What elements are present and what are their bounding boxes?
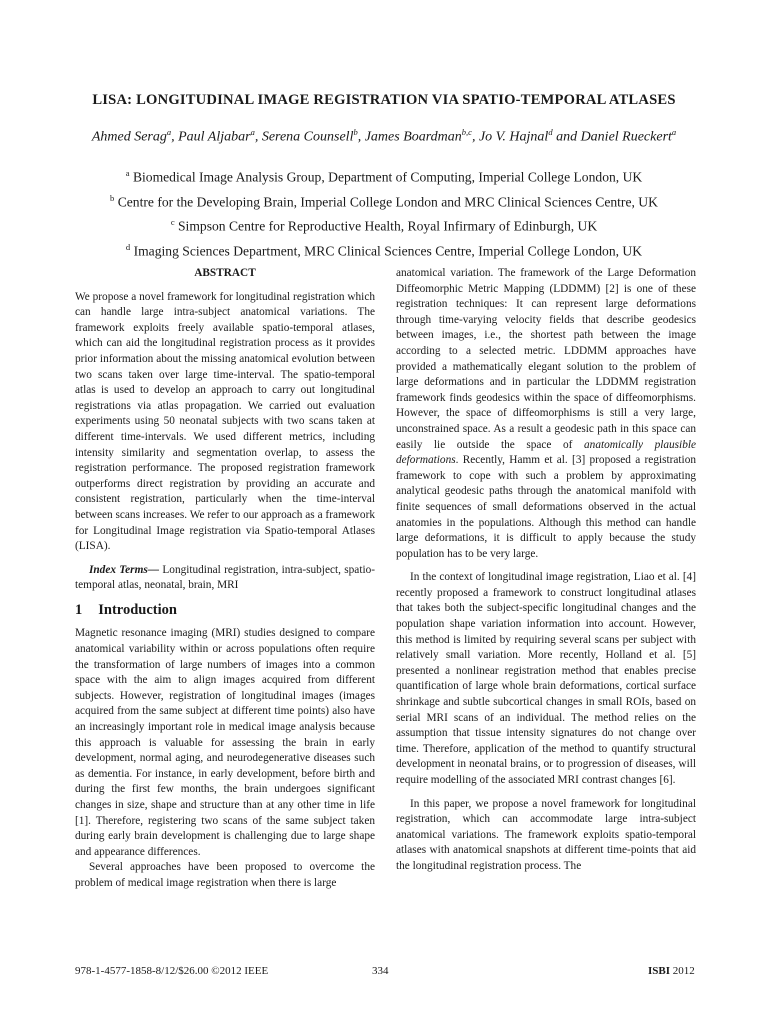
affil-mark: d (125, 241, 131, 252)
affiliation (20, 237, 748, 262)
author-affil-mark: a (166, 127, 172, 137)
author-list: Ahmed Serag$^a$, Paul Aljabar$^a$, Serena Counsell$^b$, James Boardman$^{b,c}$, Jo V. Hajnal$^d$ and Daniel Rueckert$^a$ (91, 127, 677, 145)
affil-text: Centre for the Developing Brain, Imperial College London and MRC Clinical Sciences Centre, UK (117, 194, 658, 210)
affiliation-list (20, 163, 748, 261)
venue-name: ISBI (648, 965, 671, 977)
intro-paragraph: Magnetic resonance imaging (MRI) studies designed to compare anatomical variability within or across populations often require the transformation of large numbers of images into a common space with the aim to align images acquired from different subjects. However, registration of longitudinal images (images acquired from the same subject at different time points) also have an increasingly important role in medical image analysis because this approach is valuable for assessing the brain in early development, normal aging, and neurodegenerative diseases such as dementia. For instance, in early development, before birth and during the first few months, the brain undergoes significant changes in size, shape and structure than at any other time in life [1]. Therefore, registering two scans of the same subject taken during early brain development is challenging due to large shape and appearance differences. (75, 627, 375, 858)
paragraph-text: anatomical variation. The framework of the Large Deformation Diffeomorphic Metric Mapping (LDDMM) [2] is one of these registration techniques: It can represent large deformations through time-varying velocity fields that describe geodesics between images, i.e., the shortest path between the image according to a selected metric. LDDMM approaches have provided a mathematically elegant solution to the problem of large deformations and in particular the LDDMM registration framework finds geodesics within the space of diffeomorphisms. However, the space of diffeomorphisms is still a very large, unconstrained space. As a result a geodesic path in this space can easily lie outside the space of (396, 267, 696, 451)
left-column (75, 266, 375, 892)
index-terms-label: Index Terms— (89, 563, 160, 576)
author-affil-mark: b (353, 127, 358, 137)
paragraph-text: . Recently, Hamm et al. [3] proposed a registration framework to cope with such a problem by approximating analytical geodesic paths through the anatomical manifold with finite sequences of small deformations observed in the actual anatomies in the populations. Although this method can handle large deformations, it is difficult to apply because the study population has to be very large. (396, 454, 696, 560)
affil-text: Imaging Sciences Department, MRC Clinical Sciences Centre, Imperial College London, UK (133, 243, 643, 259)
author-affil-mark: b,c (461, 127, 472, 137)
section-heading (75, 603, 375, 619)
body-paragraph (396, 266, 696, 562)
index-terms-text: Longitudinal registration, intra-subject, spatio-temporal atlas, neonatal, brain, MRI (75, 563, 376, 592)
abstract-text: We propose a novel framework for longitudinal registration which can handle large intra-subject anatomical variations. The framework exploits freely available spatio-temporal atlases, which can aid the longitudinal registration process as it provides prior information about the missing anatomical evolution between two scans taken over large time-interval. The spatio-temporal atlas is used to develop an approach to carry out longitudinal registrations via atlas propagation. We carried out evaluation experiments using 50 neonatal subjects with two scans taken at different time-intervals. We used different metrics, including intensity similarity and segmentation overlap, to assess the registration performance. The proposed registration framework outperforms direct registration by providing an accurate and consistent registration, particularly when the time-interval between scans increases. We refer to our approach as a framework for Longitudinal Image registration via Spatio-temporal Atlases (LISA). (75, 290, 375, 553)
abstract-heading: ABSTRACT (194, 267, 256, 279)
affiliation (20, 188, 748, 213)
affil-mark: c (170, 217, 175, 228)
author-name: Ahmed Serag (91, 129, 167, 145)
affiliation (20, 212, 748, 237)
venue-year: 2012 (672, 965, 695, 977)
author-affil-mark: a (250, 127, 255, 137)
intro-paragraph: Several approaches have been proposed to overcome the problem of medical image registration when there is large (75, 861, 375, 889)
paper-title: LISA: LONGITUDINAL IMAGE REGISTRATION VIA SPATIO-TEMPORAL ATLASES (92, 92, 676, 108)
index-terms (75, 563, 375, 594)
affil-text: Simpson Centre for Reproductive Health, Royal Infirmary of Edinburgh, UK (178, 218, 598, 234)
affil-text: Biomedical Image Analysis Group, Department of Computing, Imperial College London, UK (132, 169, 643, 185)
section-title: Introduction (98, 601, 177, 618)
emphasis-text: anatomically plausible deformations (396, 438, 696, 467)
author-name: Paul Aljabar (178, 129, 251, 145)
footer-venue (648, 965, 695, 977)
author-name: James Boardman (364, 129, 462, 145)
author-name: Daniel Rueckert (580, 129, 672, 145)
page-number: 334 (372, 965, 389, 977)
author-affil-mark: a (671, 127, 677, 137)
section-number: 1 (75, 601, 83, 618)
footer-isbn: 978-1-4577-1858-8/12/$26.00 ©2012 IEEE (75, 965, 269, 977)
affiliation (20, 163, 748, 188)
right-column (396, 266, 696, 875)
body-paragraph: In this paper, we propose a novel framework for longitudinal registration, which can accommodate large intra-subject anatomical variations. The framework exploits spatio-temporal atlases with anatomical snapshots at different time-points that aid the longitudinal registration process. The (396, 797, 696, 872)
author-name: Serena Counsell (261, 129, 354, 145)
affil-mark: b (110, 192, 115, 203)
affil-mark: a (125, 168, 130, 178)
author-name: Jo V. Hajnal (478, 129, 549, 145)
body-paragraph: In the context of longitudinal image registration, Liao et al. [4] recently proposed a framework to construct longitudinal atlases that takes both the subject-specific longitudinal changes and the population shape variation information into account. However, this method is limited by requiring several scans per subject with relatively small variation. More recently, Holland et al. [5] presented a nonlinear registration method that enables precise quantification of large whole brain deformations, cortical surface shrinkage and subtle subcortical changes in small ROIs, based on serial MRI scans of an individual. The method relies on the assumption that tissue intensity signatures do not change over time. Therefore, application of the method to quantify structural development in neonatal brains, or to progression of diseases, will require modelling of the associated MRI contrast changes [6]. (396, 571, 696, 786)
author-affil-mark: d (548, 127, 553, 137)
